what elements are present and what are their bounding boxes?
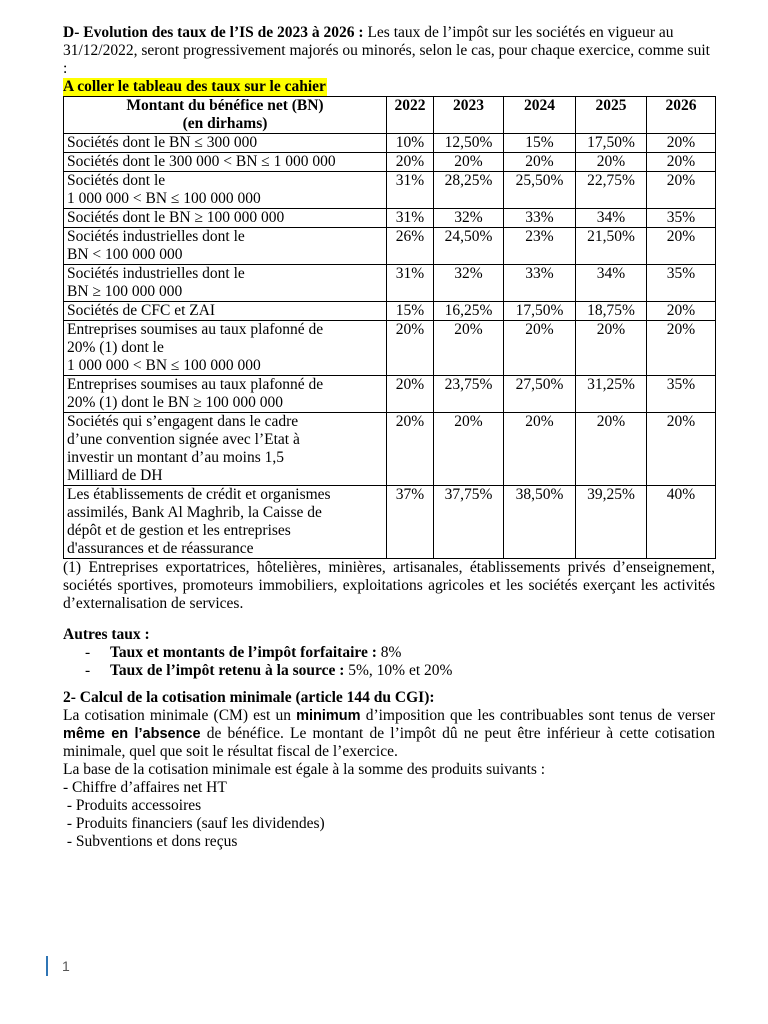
- rate-cell: 20%: [647, 228, 716, 265]
- year-header: 2022: [387, 97, 434, 134]
- rate-cell: 37%: [387, 486, 434, 559]
- table-row: [64, 153, 716, 172]
- list-item: - Produits accessoires: [63, 797, 202, 814]
- rate-cell: 31%: [387, 209, 434, 228]
- rate-cell: 20%: [434, 153, 504, 172]
- table-row: [64, 302, 716, 321]
- rate-cell: 39,25%: [576, 486, 647, 559]
- rate-cell: 20%: [647, 413, 716, 486]
- row-label: Sociétés industrielles dont le BN < 100 000 000: [64, 228, 387, 265]
- section-heading: D- Evolution des taux de l’IS de 2023 à 2026 :: [63, 24, 364, 41]
- rate-cell: 20%: [504, 413, 576, 486]
- rate-cell: 20%: [434, 321, 504, 376]
- rate-cell: 37,75%: [434, 486, 504, 559]
- rate-cell: 34%: [576, 209, 647, 228]
- rate-cell: 20%: [387, 376, 434, 413]
- footnote: (1) Entreprises exportatrices, hôtelières, minières, artisanales, établissements privés d’enseignement, sociétés sportives, promoteurs immobiliers, exploitations agricoles et les sociétés exerçant les activités d’externalisation de services.: [63, 559, 715, 612]
- rate-cell: 31%: [387, 172, 434, 209]
- rate-cell: 10%: [387, 134, 434, 153]
- rate-cell: 38,50%: [504, 486, 576, 559]
- autres-list: [63, 644, 715, 680]
- rate-cell: 32%: [434, 265, 504, 302]
- list-item: - Taux de l’impôt retenu à la source : 5%, 10% et 20%: [85, 662, 715, 680]
- table-row: [64, 134, 716, 153]
- rate-cell: 35%: [647, 265, 716, 302]
- row-label: Les établissements de crédit et organismes assimilés, Bank Al Maghrib, la Caisse de dépôt et de gestion et les entreprises d'assurances et de réassurance: [64, 486, 387, 559]
- rate-cell: 23,75%: [434, 376, 504, 413]
- table-row: [64, 376, 716, 413]
- rate-cell: 21,50%: [576, 228, 647, 265]
- list-item: - Chiffre d’affaires net HT: [63, 779, 227, 796]
- header-label: Montant du bénéfice net (BN) (en dirhams): [64, 97, 387, 134]
- row-label: Sociétés dont le 1 000 000 < BN ≤ 100 000 000: [64, 172, 387, 209]
- rate-cell: 20%: [387, 153, 434, 172]
- highlighted-instruction: A coller le tableau des taux sur le cahier: [63, 78, 326, 95]
- rate-cell: 20%: [504, 321, 576, 376]
- section2-base-text: La base de la cotisation minimale est égale à la somme des produits suivants :: [63, 761, 546, 778]
- table-row: [64, 172, 716, 209]
- row-label: Entreprises soumises au taux plafonné de 20% (1) dont le BN ≥ 100 000 000: [64, 376, 387, 413]
- list-item: - Produits financiers (sauf les dividendes): [63, 815, 325, 832]
- table-row: [64, 413, 716, 486]
- rate-cell: 32%: [434, 209, 504, 228]
- rate-cell: 20%: [647, 153, 716, 172]
- rate-cell: 20%: [647, 134, 716, 153]
- rate-cell: 20%: [647, 321, 716, 376]
- row-label: Sociétés dont le BN ≤ 300 000: [64, 134, 387, 153]
- table-row: [64, 228, 716, 265]
- row-label: Entreprises soumises au taux plafonné de 20% (1) dont le 1 000 000 < BN ≤ 100 000 000: [64, 321, 387, 376]
- rate-cell: 20%: [576, 153, 647, 172]
- rate-cell: 17,50%: [576, 134, 647, 153]
- rate-cell: 22,75%: [576, 172, 647, 209]
- rate-cell: 15%: [387, 302, 434, 321]
- rate-cell: 33%: [504, 265, 576, 302]
- year-header: 2024: [504, 97, 576, 134]
- rate-cell: 15%: [504, 134, 576, 153]
- list-item: - Subventions et dons reçus: [63, 833, 238, 850]
- year-header: 2023: [434, 97, 504, 134]
- intro-paragraph: [63, 24, 715, 78]
- rate-cell: 28,25%: [434, 172, 504, 209]
- rate-cell: 16,25%: [434, 302, 504, 321]
- table-row: [64, 486, 716, 559]
- section2-paragraph: La cotisation minimale (CM) est un minimum d’imposition que les contribuables sont tenus de verser même en l’absence de bénéfice. Le montant de l’impôt dû ne peut être inférieur à cette cotisation minimale, quel que soit le résultat fiscal de l’exercice.: [63, 707, 715, 760]
- row-label: Sociétés de CFC et ZAI: [64, 302, 387, 321]
- rate-cell: 35%: [647, 376, 716, 413]
- tax-rate-table: [63, 96, 716, 559]
- table-row: [64, 321, 716, 376]
- rate-cell: 34%: [576, 265, 647, 302]
- row-label: Sociétés dont le 300 000 < BN ≤ 1 000 000: [64, 153, 387, 172]
- rate-cell: 20%: [647, 302, 716, 321]
- document-page: [63, 24, 715, 851]
- rate-cell: 40%: [647, 486, 716, 559]
- intro-text: Les taux de l’impôt sur les sociétés en vigueur au 31/12/2022, seront progressivement majorés ou minorés, selon le cas, pour chaque exercice, comme suit :: [63, 24, 710, 77]
- rate-cell: 20%: [504, 153, 576, 172]
- table-row: [64, 265, 716, 302]
- rate-cell: 20%: [434, 413, 504, 486]
- rate-cell: 26%: [387, 228, 434, 265]
- rate-cell: 20%: [387, 321, 434, 376]
- autres-title: Autres taux :: [63, 626, 150, 643]
- row-label: Sociétés industrielles dont le BN ≥ 100 000 000: [64, 265, 387, 302]
- rate-cell: 18,75%: [576, 302, 647, 321]
- page-number: 1: [46, 956, 70, 976]
- products-list: [63, 779, 715, 851]
- rate-cell: 20%: [576, 321, 647, 376]
- table-row: [64, 209, 716, 228]
- table-header-row: [64, 97, 716, 134]
- rate-cell: 23%: [504, 228, 576, 265]
- section2-title: 2- Calcul de la cotisation minimale (article 144 du CGI):: [63, 689, 435, 706]
- year-header: 2025: [576, 97, 647, 134]
- rate-cell: 27,50%: [504, 376, 576, 413]
- rate-cell: 25,50%: [504, 172, 576, 209]
- year-header: 2026: [647, 97, 716, 134]
- rate-cell: 20%: [387, 413, 434, 486]
- rate-cell: 31,25%: [576, 376, 647, 413]
- list-item: - Taux et montants de l’impôt forfaitaire : 8%: [85, 644, 715, 662]
- row-label: Sociétés dont le BN ≥ 100 000 000: [64, 209, 387, 228]
- rate-cell: 33%: [504, 209, 576, 228]
- rate-cell: 17,50%: [504, 302, 576, 321]
- rate-cell: 20%: [576, 413, 647, 486]
- rate-cell: 12,50%: [434, 134, 504, 153]
- rate-cell: 24,50%: [434, 228, 504, 265]
- rate-cell: 35%: [647, 209, 716, 228]
- row-label: Sociétés qui s’engagent dans le cadre d’une convention signée avec l’Etat à investir un montant d’au moins 1,5 Milliard de DH: [64, 413, 387, 486]
- rate-cell: 20%: [647, 172, 716, 209]
- rate-cell: 31%: [387, 265, 434, 302]
